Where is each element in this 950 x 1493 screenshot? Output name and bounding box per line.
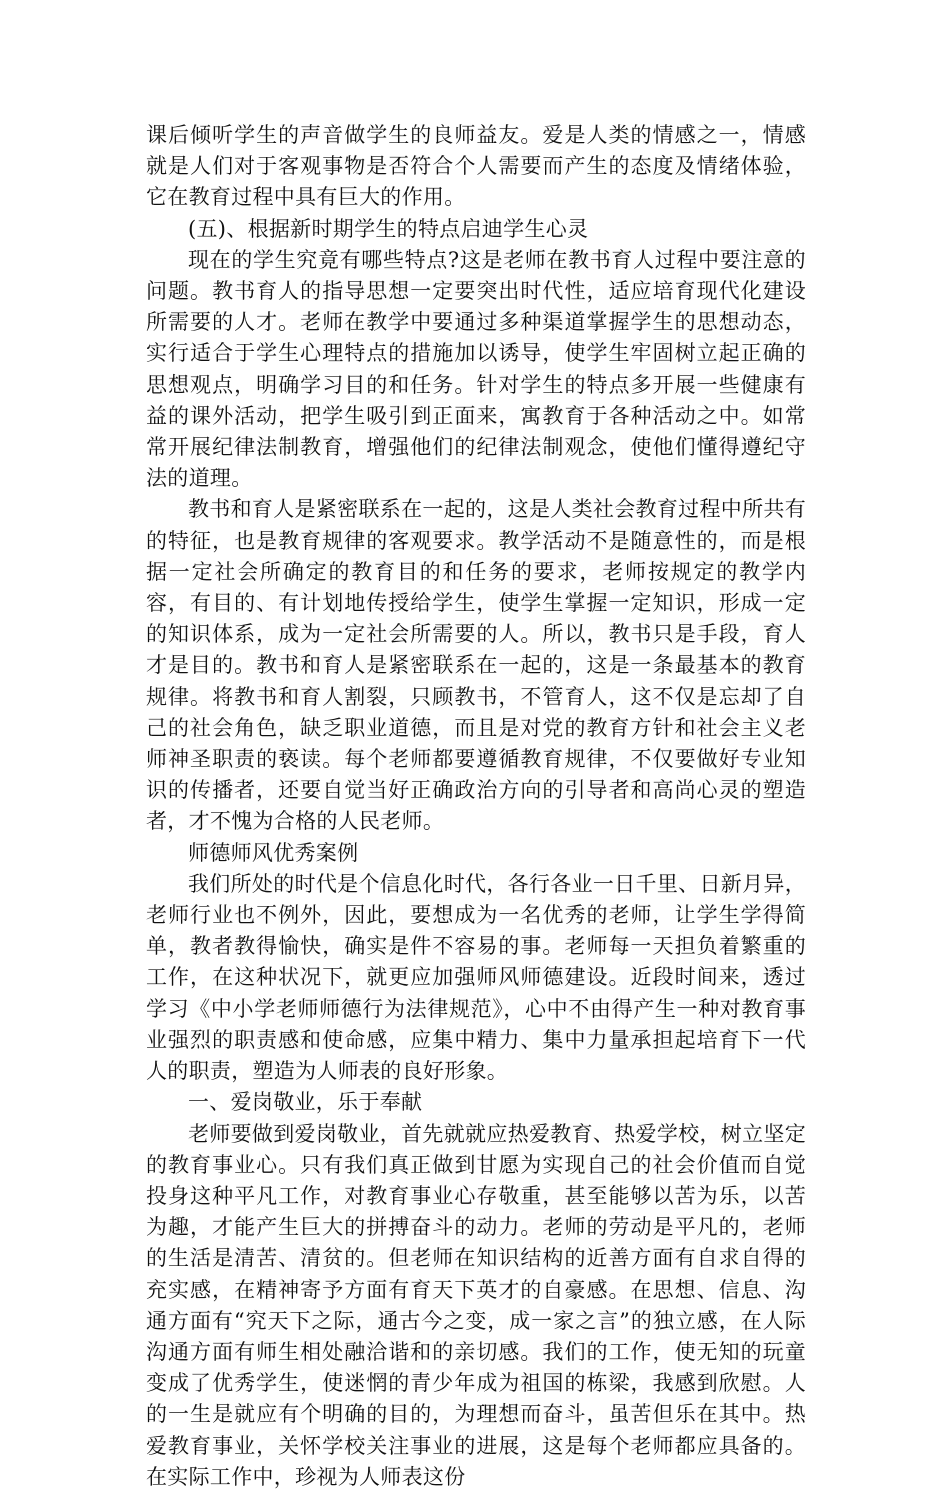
paragraph-8: 老师要做到爱岗敬业，首先就就应热爱教育、热爱学校，树立坚定的教育事业心。只有我们真正做到甘愿为实现自己的社会价值而自觉投身这种平凡工作，对教育事业心存敬重，甚至能够以苦为乐，以苦为趣，才能产生巨大的拼搏奋斗的动力。老师的劳动是平凡的，老师的生活是清苦、清贫的。但老师在知识结构的近善方面有自求自得的充实感，在精神寄予方面有育天下英才的自豪感。在思想、信息、沟通方面有“究天下之际，通古今之变，成一家之言”的独立感，在人际沟通方面有师生相处融洽谐和的亲切感。我们的工作，使无知的玩童变成了优秀学生，使迷惘的青少年成为祖国的栋梁，我感到欣慰。人的一生是就应有个明确的目的，为理想而奋斗，虽苦但乐在其中。热爱教育事业，关怀学校关注事业的进展，这是每个老师都应具备的。在实际工作中，珍视为人师表这份 bbox=[146, 1121, 806, 1489]
paragraph-6: 我们所处的时代是个信息化时代，各行各业一日千里、日新月异，老师行业也不例外，因此，要想成为一名优秀的老师，让学生学得简单，教者教得愉快，确实是件不容易的事。老师每一天担负着繁重的工作，在这种状况下，就更应加强师风师德建设。近段时间来，透过学习《中小学老师师德行为法律规范》，心中不由得产生一种对教育事业强烈的职责感和使命感，应集中精力、集中力量承担起培育下一代人的职责，塑造为人师表的良好形象。 bbox=[146, 871, 806, 1084]
document-body bbox=[146, 120, 806, 1493]
paragraph-1: 课后倾听学生的声音做学生的良师益友。爱是人类的情感之一，情感就是人们对于客观事物是否符合个人需要而产生的态度及情绪体验，它在教育过程中具有巨大的作用。 bbox=[146, 123, 806, 210]
paragraph-4: 教书和育人是紧密联系在一起的，这是人类社会教育过程中所共有的特征，也是教育规律的客观要求。教学活动不是随意性的，而是根据一定社会所确定的教育目的和任务的要求，老师按规定的教学内容，有目的、有计划地传授给学生，使学生掌握一定知识，形成一定的知识体系，成为一定社会所需要的人。所以，教书只是手段，育人才是目的。教书和育人是紧密联系在一起的，这是一条最基本的教育规律。将教书和育人割裂，只顾教书，不管育人，这不仅是忘却了自己的社会角色，缺乏职业道德，而且是对党的教育方针和社会主义老师神圣职责的亵读。每个老师都要遵循教育规律，不仅要做好专业知识的传播者，还要自觉当好正确政治方向的引导者和高尚心灵的塑造者，才不愧为合格的人民老师。 bbox=[146, 497, 806, 834]
section-heading-1: 一、爱岗敬业，乐于奉献 bbox=[188, 1090, 423, 1115]
case-title: 师德师风优秀案例 bbox=[188, 840, 359, 865]
paragraph-3: 现在的学生究竟有哪些特点?这是老师在教书育人过程中要注意的问题。教书育人的指导思想一定要突出时代性，适应培育现代化建设所需要的人才。老师在教学中要通过多种渠道掌握学生的思想动态，实行适合于学生心理特点的措施加以诱导，使学生牢固树立起正确的思想观点，明确学习目的和任务。针对学生的特点多开展一些健康有益的课外活动，把学生吸引到正面来，寓教育于各种活动之中。如常常开展纪律法制教育，增强他们的纪律法制观念，使他们懂得遵纪守法的道理。 bbox=[146, 247, 806, 491]
section-heading-5: (五)、根据新时期学生的特点启迪学生心灵 bbox=[188, 216, 589, 241]
